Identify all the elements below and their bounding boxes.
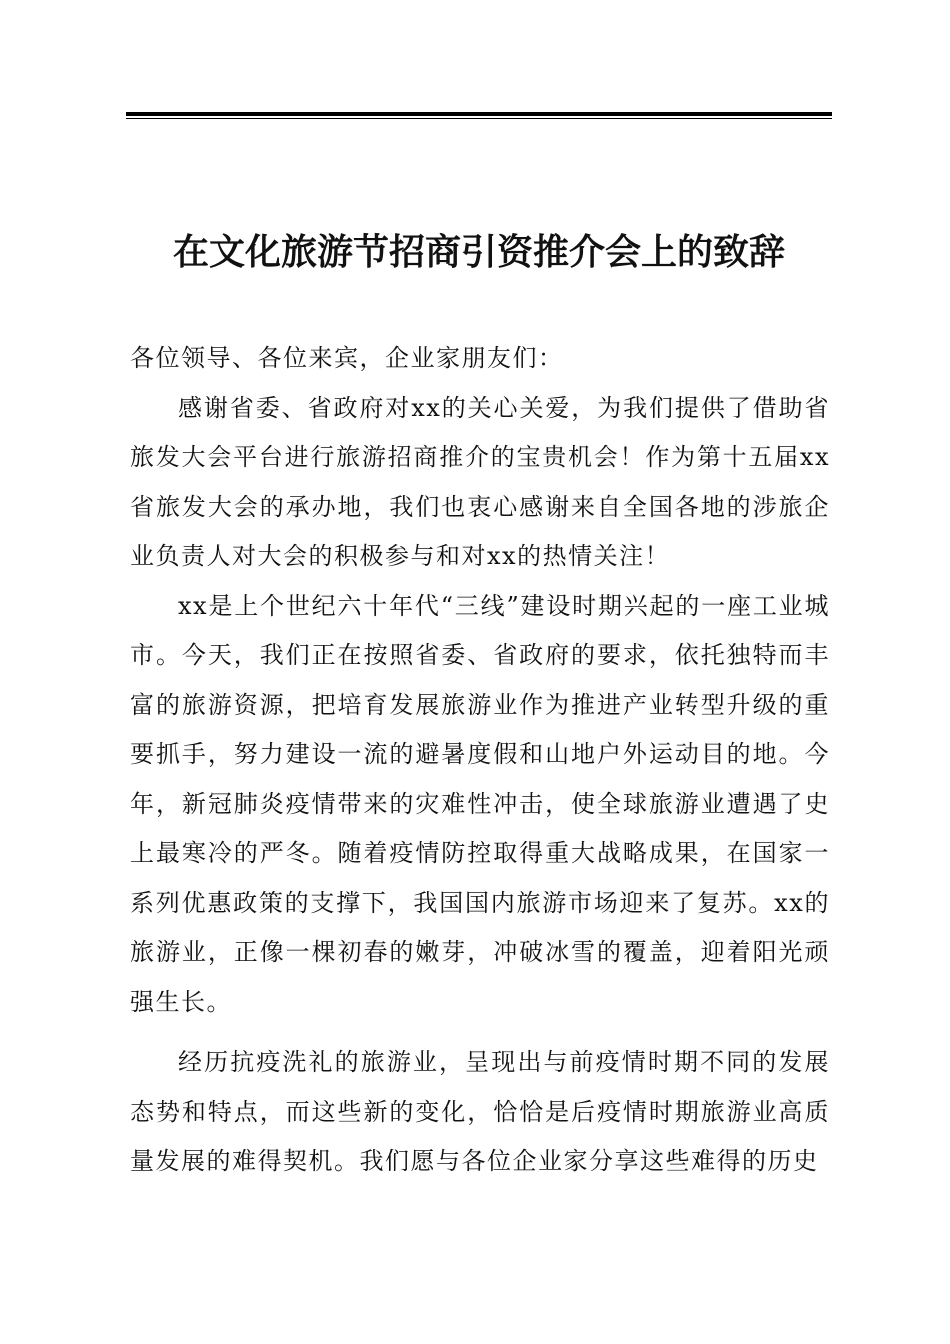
header-rule-thick xyxy=(126,112,832,116)
salutation: 各位领导、各位来宾，企业家朋友们： xyxy=(130,344,564,372)
document-title: 在文化旅游节招商引资推介会上的致辞 xyxy=(172,231,785,273)
paragraph-3: 经历抗疫洗礼的旅游业，呈现出与前疫情时期不同的发展态势和特点，而这些新的变化，恰恰是后疫情时期旅游业高质量发展的难得契机。我们愿与各位企业家分享这些难得的历史 xyxy=(130,1048,830,1175)
document-body xyxy=(130,334,830,1187)
header-rule-thin xyxy=(126,118,832,119)
header-double-rule xyxy=(126,112,832,119)
paragraph-2: xx是上个世纪六十年代“三线”建设时期兴起的一座工业城市。今天，我们正在按照省委、省政府的要求，依托独特而丰富的旅游资源，把培育发展旅游业作为推进产业转型升级的重要抓手，努力建设一流的避暑度假和山地户外运动目的地。今年，新冠肺炎疫情带来的灾难性冲击，使全球旅游业遭遇了史上最寒冷的严冬。随着疫情防控取得重大战略成果，在国家一系列优惠政策的支撑下，我国国内旅游市场迎来了复苏。xx的旅游业，正像一棵初春的嫩芽，冲破冰雪的覆盖，迎着阳光顽强生长。 xyxy=(130,591,830,1016)
paragraph-1: 感谢省委、省政府对xx的关心关爱，为我们提供了借助省旅发大会平台进行旅游招商推介的宝贵机会！作为第十五届xx省旅发大会的承办地，我们也衷心感谢来自全国各地的涉旅企业负责人对大会的积极参与和对xx的热情关注！ xyxy=(130,393,830,570)
